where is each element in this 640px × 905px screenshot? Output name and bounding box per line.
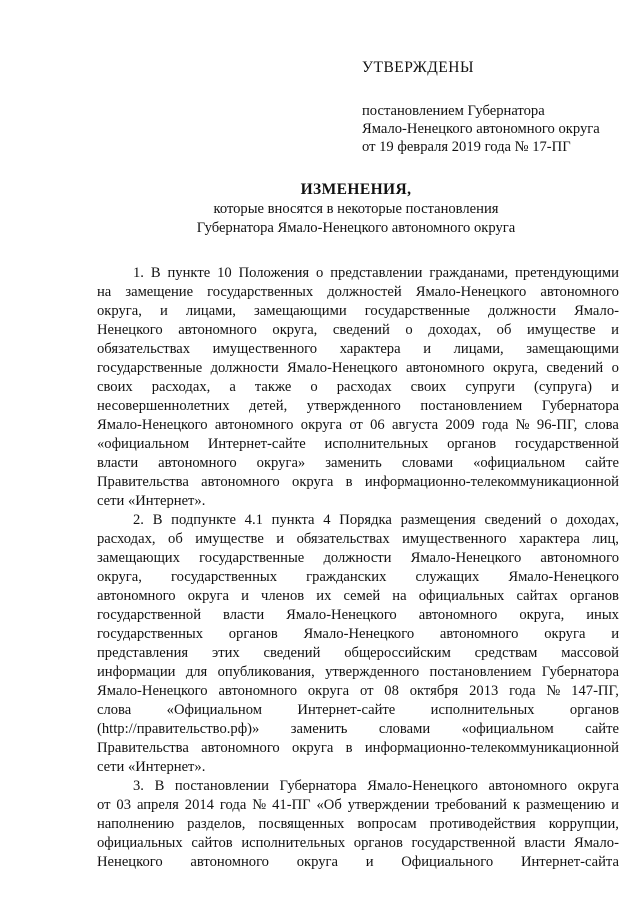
body-line [97,283,619,302]
body-word: Ямало-Ненецкого [287,360,398,376]
body-line [97,682,619,701]
body-word: а [229,379,236,395]
body-word: и [276,531,285,547]
body-word: округа, [493,360,538,376]
body-word: детей, [249,398,288,414]
body-word: замещение [125,284,194,300]
body-word: 96-ПГ, [536,417,578,433]
body-word: об [496,322,512,338]
body-line [97,701,619,720]
body-word: замещающими [253,303,347,319]
body-word: заменить [325,455,382,471]
body-word: 41-ПГ [272,797,311,813]
body-word: и [611,379,619,395]
body-word: Ненецкого [97,322,163,338]
body-word: года [509,683,536,699]
body-word: и [159,303,168,319]
body-line [97,587,619,606]
body-word: округа [292,740,334,756]
body-word: Официального [401,854,494,870]
body-word: Положения [238,265,310,281]
body-word: 2. [133,512,144,528]
body-word: служащих [415,569,480,585]
body-word: 03 [116,797,132,813]
body-word: и [241,588,249,604]
body-line [97,720,619,739]
body-word: № [515,417,530,433]
body-word: должности [210,360,279,376]
body-word: характера [339,341,401,357]
approval-line: Ямало-Ненецкого автономного округа [362,121,600,137]
body-word: расходах, [151,379,211,395]
body-word: и [611,626,619,642]
body-word: слова [584,417,619,433]
body-word: автономного [214,417,294,433]
document-body [97,264,619,872]
body-line: сети «Интернет». [97,759,206,775]
body-word: семей [343,588,381,604]
body-word: сведений [263,645,321,661]
body-word: от [359,683,374,699]
body-word: Интернет-сайте [207,436,306,452]
body-word: Ямало- [574,835,619,851]
body-word: имуществе [195,531,264,547]
body-word: утверждении [347,797,430,813]
body-word: расходах, [97,531,156,547]
body-word: Интернет-сайта [520,854,619,870]
body-word: 4.1 [244,512,263,528]
body-word: членов [261,588,305,604]
body-word: В [152,512,163,528]
body-word: сведений [484,512,542,528]
body-word: власти [97,455,139,471]
body-word: опубликования, [217,664,315,680]
body-word: автономного [406,360,485,376]
body-word: официальных [418,588,505,604]
body-word: о [405,322,413,338]
body-word: замещающими [526,341,619,357]
body-word: 4 [323,512,331,528]
body-word: округа [187,588,229,604]
body-word: 06 [370,417,385,433]
body-word: к [512,797,520,813]
body-word: округа [292,474,334,490]
body-word: характера [519,531,580,547]
body-word: от [97,797,111,813]
body-word: 3. [133,778,144,794]
body-word: автономного [201,474,280,490]
body-word: на [392,588,407,604]
body-word: Порядка [339,512,392,528]
body-word: официальных [97,835,183,851]
body-line [97,644,619,663]
body-word: и [611,322,619,338]
body-word: и [423,341,431,357]
body-word: постановлением [420,398,523,414]
body-word: расходах [336,379,392,395]
body-word: имущественного [402,531,507,547]
body-word: автономного [201,740,280,756]
body-word: средствам [474,645,538,661]
document-heading [96,180,616,237]
body-word: имущественного [212,341,318,357]
body-word: 1. [133,265,144,281]
body-word: размещения [400,512,476,528]
body-word: также [254,379,292,395]
body-word: лицами, [453,341,504,357]
body-word: 2014 [184,797,214,813]
body-word: власти [524,835,566,851]
body-line [97,321,619,340]
body-word: пункте [167,265,211,281]
body-word: супруги [465,379,515,395]
body-line [97,834,619,853]
body-word: Ямало-Ненецкого [286,607,397,623]
body-word: года [481,417,509,433]
body-word: В [150,265,161,281]
body-word: противодействия [429,816,536,832]
body-word: органов [569,702,619,718]
body-word: Ямало-Ненецкого [508,569,619,585]
body-line [97,606,619,625]
body-word: замещающих [97,550,180,566]
body-word: Ненецкого [97,854,163,870]
body-word: и [365,854,374,870]
body-word: государственной [97,607,202,623]
body-word: Губернатора [279,778,357,794]
body-word: обязательствах [97,341,191,357]
body-line [97,777,619,796]
body-word: должностей [327,284,402,300]
body-word: иных [586,607,619,623]
body-line [97,815,619,834]
body-word: исполнительных [324,436,429,452]
body-word: Интернет-сайте [297,702,396,718]
body-word: автономного [97,588,176,604]
body-word: подпункте [171,512,236,528]
heading-subtitle-line: которые вносятся в некоторые постановления [213,201,499,217]
body-word: округа [300,417,343,433]
body-word: Ямало- [574,303,619,319]
body-word: сведений [332,322,390,338]
body-word: должности [323,550,392,566]
body-word: автономного [218,683,298,699]
body-word: Ямало-Ненецкого [97,417,208,433]
body-line [97,359,619,378]
body-word: государственных [207,284,314,300]
body-word: октября [409,683,459,699]
body-word: для [185,664,208,680]
body-word: Ямало-Ненецкого [97,683,208,699]
body-word: обязательствах [296,531,390,547]
body-word: государственных [97,626,204,642]
approval-line: постановлением Губернатора [362,103,545,119]
body-word: пункта [271,512,315,528]
body-word: посвященных [258,816,345,832]
body-word: в [345,740,353,756]
body-word: своих [410,379,447,395]
body-word: 08 [384,683,399,699]
body-word: массовой [561,645,619,661]
body-word: государственные [364,303,470,319]
body-word: на [97,284,112,300]
body-word: «Официальном [166,702,262,718]
body-word: наполнению [97,816,175,832]
body-word: органов [569,588,619,604]
body-word: власти [223,607,265,623]
body-word: автономного [439,626,519,642]
body-word: постановлением [429,664,532,680]
body-line [97,739,619,758]
body-word: доходах, [428,322,482,338]
body-word: размещению [525,797,606,813]
body-word: должности [487,303,556,319]
body-line [97,568,619,587]
body-line [97,416,619,435]
body-word: 2013 [469,683,499,699]
body-word: коррупции, [548,816,619,832]
body-word: гражданами, [429,265,509,281]
body-word: государственные [199,550,305,566]
body-word: Ямало-Ненецкого [303,626,415,642]
body-word: этих [211,645,240,661]
body-word: года [219,797,247,813]
body-word: В [154,778,165,794]
body-word: Ямало-Ненецкого [415,284,527,300]
body-word: государственных [171,569,278,585]
body-word: округа, [519,607,565,623]
body-word: государственные [97,360,203,376]
body-line [97,397,619,416]
body-word: лиц, [592,531,619,547]
body-line [97,435,619,454]
body-word: округа» [256,455,306,471]
body-word: в [345,474,353,490]
body-word: и [611,797,619,813]
body-word: информации [97,664,176,680]
body-word: о [550,512,558,528]
body-word: сайтов [191,835,233,851]
body-word: 147-ПГ, [571,683,619,699]
body-word: автономного [418,607,498,623]
body-word: несовершеннолетних [97,398,230,414]
body-word: утвержденного [325,664,420,680]
body-word: государственной [514,436,619,452]
body-word: Правительства [97,474,189,490]
body-word: информационно-телекоммуникационной [364,474,619,490]
body-word: словами [378,721,431,737]
body-word: гражданских [306,569,387,585]
body-word: заменить [290,721,348,737]
body-word: автономного [488,778,568,794]
body-word: утвержденного [306,398,401,414]
body-word: 2009 [445,417,475,433]
body-word: государственной [411,835,516,851]
body-word: Ямало-Ненецкого [367,778,478,794]
body-word: словами [401,455,454,471]
body-word: о [310,379,318,395]
heading-title: ИЗМЕНЕНИЯ, [300,181,412,198]
body-word: округа [544,626,586,642]
body-word: автономного [178,322,257,338]
body-word: представлении [330,265,423,281]
approval-line: от 19 февраля 2019 года № 17-ПГ [362,139,571,155]
body-word: Ямало-Ненецкого [410,550,522,566]
body-line [97,530,619,549]
body-word: автономного [158,455,237,471]
body-word: разделов, [187,816,246,832]
body-word: о [316,265,324,281]
body-word: (супруга) [534,379,593,395]
body-word: автономного [540,550,619,566]
body-line [97,625,619,644]
body-word: сайтах [516,588,558,604]
body-word: «официальном [461,721,554,737]
body-word: доходах, [566,512,619,528]
body-word: автономного [540,284,619,300]
body-word: требований [435,797,507,813]
body-word: об [168,531,183,547]
body-word: имуществе [526,322,596,338]
body-word: автономного [190,854,269,870]
body-word: общероссийским [344,645,451,661]
body-word: Губернатора [541,398,619,414]
body-word: исполнительных [241,835,346,851]
body-word: представления [97,645,189,661]
body-word: сайте [585,721,619,737]
body-word: «официальном [97,436,190,452]
body-word: своих [97,379,133,395]
body-word: «Об [316,797,342,813]
body-word: апреля [136,797,179,813]
body-word: округа, [97,303,142,319]
body-word: информационно-телекоммуникационной [364,740,619,756]
body-word: 10 [217,265,232,281]
body-line [97,511,619,530]
body-word: претендующими [515,265,619,281]
body-word: слова [97,702,132,718]
body-word: от [349,417,363,433]
body-line [97,378,619,397]
body-word: № [546,683,561,699]
body-line [97,549,619,568]
body-word: округа, [272,322,318,338]
body-word: органов [447,436,497,452]
body-word: Правительства [97,740,189,756]
body-word: их [316,588,332,604]
body-word: округа [577,778,619,794]
approval-block [362,58,622,156]
body-word: исполнительных [430,702,535,718]
body-line [97,473,619,492]
body-word: постановлении [174,778,269,794]
body-line [97,264,619,283]
body-word: вопросам [357,816,417,832]
body-word: округа, [97,569,142,585]
body-line [97,663,619,682]
body-word: лицами, [185,303,236,319]
body-line [97,454,619,473]
heading-subtitle-line: Губернатора Ямало-Ненецкого автономного округа [196,219,516,236]
body-word: округа [296,854,338,870]
body-word: (http://правительство.рф)» [97,721,260,737]
body-word: сайте [585,455,619,471]
body-line [97,796,619,815]
body-word: сведений [546,360,604,376]
body-word: округа [307,683,350,699]
body-word: о [611,360,619,376]
body-line [97,853,619,872]
body-line [97,302,619,321]
body-word: августа [392,417,439,433]
body-word: «официальном [473,455,566,471]
body-word: органов [353,835,403,851]
body-word: органов [228,626,278,642]
body-word: Губернатора [541,664,619,680]
body-line: сети «Интернет». [97,493,206,509]
approval-title: УТВЕРЖДЕНЫ [362,59,474,76]
body-word: № [252,797,267,813]
body-line [97,340,619,359]
